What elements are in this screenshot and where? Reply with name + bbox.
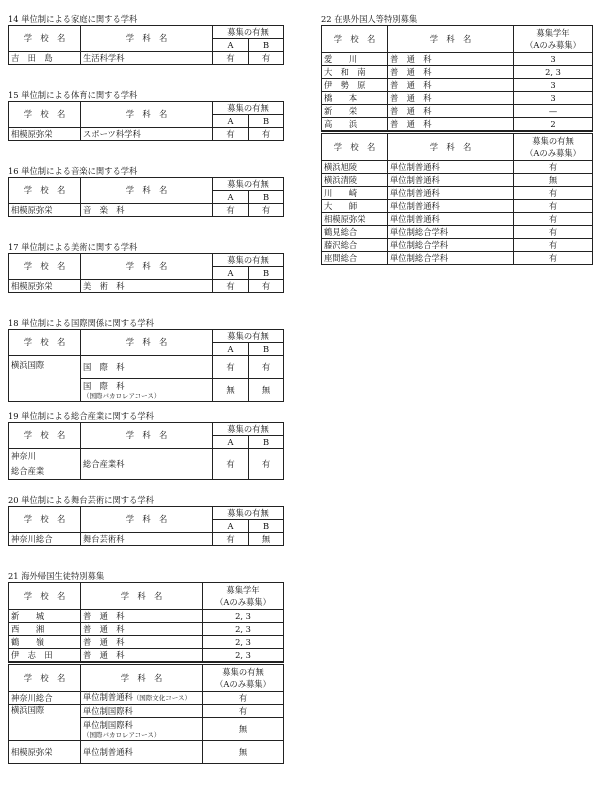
header-school: 学 校 名	[9, 102, 81, 128]
header-school: 学 校 名	[322, 26, 388, 53]
dept-cell: 単位制国際科	[81, 705, 203, 718]
dept-cell: 普 通 科	[388, 53, 514, 66]
section-15	[8, 89, 284, 141]
header-b: B	[249, 39, 284, 52]
header-recruit: 募集の有無	[213, 330, 284, 343]
header-recruit: 募集の有無	[213, 102, 284, 115]
recruit-cell: 無	[203, 741, 284, 764]
header-b: B	[249, 191, 284, 204]
a-cell: 有	[213, 449, 249, 480]
school-cell: 座間総合	[322, 252, 388, 265]
year-cell: 2	[514, 118, 593, 131]
header-dept: 学 科 名	[388, 133, 514, 161]
header-dept: 学 科 名	[81, 664, 203, 692]
table-19	[8, 422, 284, 480]
section-title: 15 単位制による体育に関する学科	[8, 90, 138, 100]
dept-cell: 普 通 科	[388, 105, 514, 118]
table-row	[322, 213, 593, 226]
section-title: 16 単位制による音楽に関する学科	[8, 166, 138, 176]
header-recruit: 募集の有無	[213, 254, 284, 267]
dept-cell: 単位制総合学科	[388, 252, 514, 265]
section-21	[8, 570, 284, 764]
section-14	[8, 13, 284, 65]
table-row	[322, 239, 593, 252]
header-school: 学 校 名	[9, 507, 81, 533]
table-row	[322, 105, 593, 118]
school-cell: 橋 本	[322, 92, 388, 105]
table-16	[8, 177, 284, 217]
section-22	[321, 13, 593, 265]
table-row	[9, 533, 284, 546]
school-cell: 大 和 南	[322, 66, 388, 79]
school-cell: 吉 田 島	[9, 52, 81, 65]
table-15	[8, 101, 284, 141]
table-row	[322, 174, 593, 187]
dept-cell: 単位制総合学科	[388, 239, 514, 252]
year-cell: 2, 3	[203, 623, 284, 636]
recruit-cell: 有	[203, 705, 284, 718]
header-a: A	[213, 267, 249, 280]
school-cell: 藤沢総合	[322, 239, 388, 252]
b-cell: 有	[249, 356, 284, 379]
b-cell: 有	[249, 52, 284, 65]
header-school: 学 校 名	[9, 423, 81, 449]
section-title: 21 海外帰国生徒特別募集	[8, 571, 105, 581]
section-title: 19 単位制による総合産業に関する学科	[8, 411, 154, 421]
table-row	[322, 53, 593, 66]
recruit-cell: 有	[514, 187, 593, 200]
b-cell: 有	[249, 204, 284, 217]
school-cell: 神奈川総合	[9, 533, 81, 546]
header-recruit-line2: （Aのみ募集）	[525, 148, 581, 158]
table-row	[322, 79, 593, 92]
header-dept: 学 科 名	[81, 583, 203, 610]
a-cell: 有	[213, 128, 249, 141]
header-dept: 学 科 名	[81, 254, 213, 280]
header-a: A	[213, 191, 249, 204]
section-20	[8, 494, 284, 546]
table-21b	[8, 662, 284, 764]
section-title: 17 単位制による美術に関する学科	[8, 242, 138, 252]
header-b: B	[249, 343, 284, 356]
dept-cell: 普 通 科	[81, 649, 203, 662]
a-cell: 有	[213, 204, 249, 217]
table-row	[322, 161, 593, 174]
header-school: 学 校 名	[9, 330, 81, 356]
header-recruit: 募集の有無	[213, 178, 284, 191]
header-dept: 学 科 名	[81, 26, 213, 52]
table-row	[9, 280, 284, 293]
school-cell	[9, 449, 81, 480]
school-cell: 横浜清陵	[322, 174, 388, 187]
header-dept: 学 科 名	[81, 178, 213, 204]
year-cell: 2, 3	[203, 649, 284, 662]
school-cell: 新 栄	[322, 105, 388, 118]
table-row	[322, 226, 593, 239]
header-a: A	[213, 39, 249, 52]
dept-cell: 普 通 科	[388, 66, 514, 79]
header-school: 学 校 名	[9, 583, 81, 610]
header-year-line1: 募集学年	[536, 28, 570, 38]
a-cell: 有	[213, 52, 249, 65]
header-b: B	[249, 520, 284, 533]
header-school: 学 校 名	[9, 178, 81, 204]
table-row	[9, 741, 284, 764]
b-cell: 有	[249, 280, 284, 293]
header-recruit	[514, 133, 593, 161]
table-row	[9, 128, 284, 141]
dept-cell: 単位制普通科	[388, 161, 514, 174]
dept-cell: 普 通 科	[388, 118, 514, 131]
section-16	[8, 165, 284, 217]
table-row	[9, 356, 284, 379]
header-year	[514, 26, 593, 53]
dept-cell: 単位制普通科	[388, 174, 514, 187]
dept-cell: 普 通 科	[81, 610, 203, 623]
school-cell: 高 浜	[322, 118, 388, 131]
dept-cell: 総合産業科	[81, 449, 213, 480]
school-cell: 相模原弥栄	[9, 204, 81, 217]
dept-cell	[81, 692, 203, 705]
table-row	[322, 92, 593, 105]
header-year-line2: （Aのみ募集）	[215, 597, 271, 607]
a-cell: 無	[213, 379, 249, 402]
year-cell: 3	[514, 79, 593, 92]
header-dept: 学 科 名	[388, 26, 514, 53]
recruit-cell: 有	[514, 213, 593, 226]
header-recruit	[203, 664, 284, 692]
recruit-cell: 有	[514, 161, 593, 174]
table-row	[322, 118, 593, 131]
recruit-cell: 有	[203, 692, 284, 705]
school-line-2: 総合産業	[11, 466, 45, 476]
header-school: 学 校 名	[9, 26, 81, 52]
header-a: A	[213, 520, 249, 533]
table-row	[9, 649, 284, 662]
dept-main: 単位制普通科	[83, 692, 133, 702]
school-cell: 愛 川	[322, 53, 388, 66]
section-18	[8, 317, 284, 402]
header-b: B	[249, 436, 284, 449]
table-row	[9, 636, 284, 649]
table-20	[8, 506, 284, 546]
dept-sub: （国際バカロレアコース）	[83, 730, 161, 739]
section-19	[8, 410, 284, 480]
year-cell: 3	[514, 53, 593, 66]
section-title: 22 在県外国人等特別募集	[321, 14, 418, 24]
school-cell: 相模原弥栄	[9, 128, 81, 141]
recruit-cell: 有	[514, 239, 593, 252]
school-cell: 鶴 嶺	[9, 636, 81, 649]
dept-cell	[81, 379, 213, 402]
dept-cell: スポーツ科学科	[81, 128, 213, 141]
recruit-cell: 有	[514, 200, 593, 213]
table-row	[322, 252, 593, 265]
school-cell: 横浜国際	[9, 705, 81, 741]
school-cell: 大 師	[322, 200, 388, 213]
section-title: 18 単位制による国際関係に関する学科	[8, 318, 154, 328]
school-cell: 伊 志 田	[9, 649, 81, 662]
table-row	[322, 187, 593, 200]
header-school: 学 校 名	[9, 664, 81, 692]
school-cell: 伊 勢 原	[322, 79, 388, 92]
table-row	[9, 692, 284, 705]
table-17	[8, 253, 284, 293]
recruit-cell: 有	[514, 252, 593, 265]
dept-sub: （国際文化コース）	[132, 694, 191, 702]
year-cell: 3	[514, 92, 593, 105]
a-cell: 有	[213, 533, 249, 546]
year-cell: 2, 3	[203, 636, 284, 649]
dept-main: 単位制国際科	[83, 719, 133, 730]
table-18	[8, 329, 284, 402]
header-recruit-line2: （Aのみ募集）	[215, 679, 271, 689]
header-b: B	[249, 115, 284, 128]
b-cell: 無	[249, 533, 284, 546]
dept-cell: 普 通 科	[81, 623, 203, 636]
table-row	[9, 705, 284, 718]
header-dept: 学 科 名	[81, 330, 213, 356]
school-line-1: 神奈川	[11, 451, 36, 461]
school-cell: 神奈川総合	[9, 692, 81, 705]
header-recruit-line1: 募集の有無	[532, 136, 574, 146]
table-22a	[321, 25, 593, 131]
header-year-line2: （Aのみ募集）	[525, 40, 581, 50]
dept-cell: 音 楽 科	[81, 204, 213, 217]
dept-main: 国 際 科	[83, 380, 125, 391]
dept-cell: 生活科学科	[81, 52, 213, 65]
dept-cell: 単位制普通科	[388, 187, 514, 200]
section-17	[8, 241, 284, 293]
dept-cell	[81, 718, 203, 741]
school-cell: 鶴見総合	[322, 226, 388, 239]
section-title: 14 単位制による家庭に関する学科	[8, 14, 138, 24]
table-22b	[321, 131, 593, 265]
dept-cell: 普 通 科	[388, 92, 514, 105]
dept-cell: 普 通 科	[388, 79, 514, 92]
table-row	[322, 66, 593, 79]
dept-cell: 普 通 科	[81, 636, 203, 649]
school-cell: 西 湘	[9, 623, 81, 636]
table-row	[9, 52, 284, 65]
year-cell: —	[514, 105, 593, 118]
header-recruit: 募集の有無	[213, 507, 284, 520]
table-row	[9, 204, 284, 217]
a-cell: 有	[213, 280, 249, 293]
header-a: A	[213, 115, 249, 128]
dept-cell: 舞台芸術科	[81, 533, 213, 546]
school-cell: 相模原弥栄	[322, 213, 388, 226]
dept-cell: 単位制普通科	[81, 741, 203, 764]
header-a: A	[213, 343, 249, 356]
header-recruit-line1: 募集の有無	[222, 667, 264, 677]
header-dept: 学 科 名	[81, 102, 213, 128]
school-cell: 相模原弥栄	[9, 741, 81, 764]
table-row	[9, 449, 284, 480]
header-dept: 学 科 名	[81, 507, 213, 533]
b-cell: 有	[249, 449, 284, 480]
b-cell: 有	[249, 128, 284, 141]
school-cell: 相模原弥栄	[9, 280, 81, 293]
dept-cell: 国 際 科	[81, 356, 213, 379]
b-cell: 無	[249, 379, 284, 402]
school-cell: 川 崎	[322, 187, 388, 200]
year-cell: 2, 3	[514, 66, 593, 79]
table-14	[8, 25, 284, 65]
school-cell: 新 城	[9, 610, 81, 623]
dept-cell: 単位制普通科	[388, 213, 514, 226]
header-dept: 学 科 名	[81, 423, 213, 449]
header-recruit: 募集の有無	[213, 26, 284, 39]
recruit-cell: 無	[203, 718, 284, 741]
table-row	[9, 623, 284, 636]
header-year-line1: 募集学年	[226, 585, 260, 595]
year-cell: 2, 3	[203, 610, 284, 623]
dept-cell: 単位制総合学科	[388, 226, 514, 239]
dept-sub: （国際バカロレアコース）	[83, 391, 161, 400]
school-cell: 横浜旭陵	[322, 161, 388, 174]
dept-cell: 美 術 科	[81, 280, 213, 293]
table-21a	[8, 582, 284, 662]
recruit-cell: 有	[514, 226, 593, 239]
a-cell: 有	[213, 356, 249, 379]
section-title: 20 単位制による舞台芸術に関する学科	[8, 495, 154, 505]
header-a: A	[213, 436, 249, 449]
table-row	[9, 610, 284, 623]
header-recruit: 募集の有無	[213, 423, 284, 436]
header-year	[203, 583, 284, 610]
header-school: 学 校 名	[322, 133, 388, 161]
recruit-cell: 無	[514, 174, 593, 187]
school-cell: 横浜国際	[9, 356, 81, 402]
header-school: 学 校 名	[9, 254, 81, 280]
header-b: B	[249, 267, 284, 280]
table-row	[322, 200, 593, 213]
dept-cell: 単位制普通科	[388, 200, 514, 213]
